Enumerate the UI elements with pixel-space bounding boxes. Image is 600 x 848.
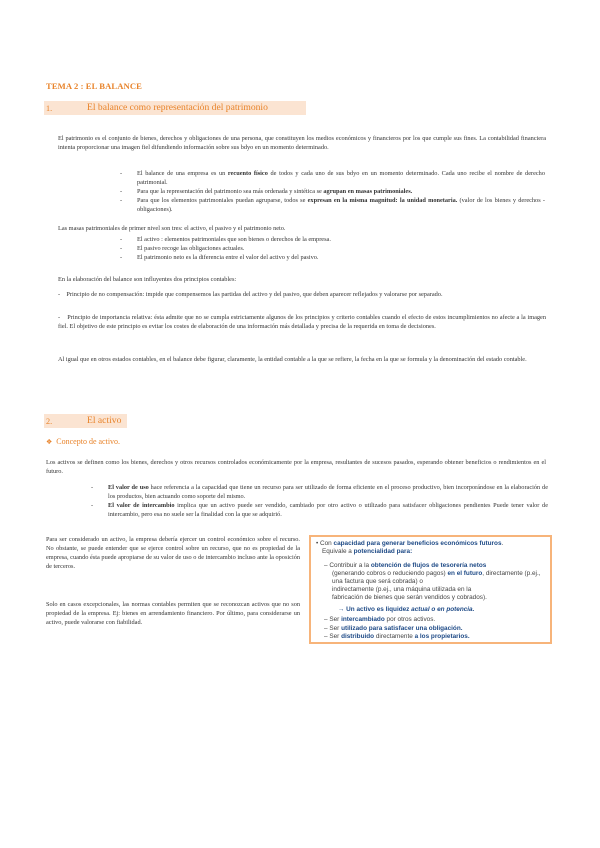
section-1-number: 1.: [46, 104, 53, 113]
bullet-text: de todos y cada uno de sus bdyo en un momento determinado. Cada uno recibe el nombre de derecho patrimonial.: [137, 170, 545, 186]
box-line-intercambiado: [324, 616, 435, 624]
dash-marker: -: [91, 502, 94, 509]
dash-marker: -: [120, 245, 123, 252]
s1-bullet-3: [137, 197, 545, 215]
document-title: TEMA 2 : EL BALANCE: [46, 81, 142, 91]
s2-intro-paragraph: Los activos se definen como los bienes, derechos y otros recursos controlados económicamente por la empresa, resultantes de sucesos pasados, esperando obtener beneficios o rendimientos en el futuro.: [46, 459, 546, 475]
bullet-bold: El valor de uso: [108, 484, 149, 491]
bullet-text: Para que la representación del patrimonio sea más ordenada y sintética se: [137, 188, 324, 195]
masa-patrimonio-neto: El patrimonio neto es la diferencia entre el valor del activo y del pasivo.: [137, 254, 319, 261]
s1-intro-paragraph: El patrimonio es el conjunto de bienes, derechos y obligaciones de una persona, que constituyen los medios económicos y financieros por los que cumple sus fines. La contabilidad financiera intenta proporcionar una imagen fiel difundiendo información sobre sus bdyo en un momento determinado.: [58, 135, 546, 151]
box-emph: potencialidad para:: [353, 548, 413, 555]
s2-excepciones-paragraph: Solo en casos excepcionales, las normas contables permiten que se reconozcan activos que no son propiedad de la empresa. Ej: bienes en arrendamiento financiero. Por último, para considerarse un activo, puede valorarse con fiabilidad.: [46, 601, 300, 626]
box-text: – Ser: [324, 625, 342, 632]
box-emph: en el futuro: [447, 570, 483, 577]
diamond-bullet-icon: ❖: [46, 438, 53, 446]
bullet-text: Para que los elementos patrimoniales puedan agruparse, todos se: [137, 197, 308, 204]
masa-pasivo: El pasivo recoge las obligaciones actuales.: [137, 245, 245, 252]
s1-bullet-2: [137, 188, 545, 197]
box-emph: → Un activo es: [338, 606, 386, 613]
box-emph: distribuido: [341, 633, 375, 640]
dash-marker: -: [120, 170, 123, 177]
bullet-text: hace referencia a la capacidad que tiene un recurso para ser utilizado de forma eficiente en el proceso productivo, bien incorporándose en la elaboración de los productos, bien actuando como soporte del mismo.: [108, 484, 548, 500]
dash-marker: -: [120, 188, 123, 195]
section-1-title: El balance como representación del patrimonio: [87, 102, 268, 113]
box-line-equivale: [322, 548, 412, 556]
activo-definition-box: [309, 535, 552, 644]
s2-subheading-text: Concepto de activo.: [56, 437, 121, 446]
box-text: por otros activos.: [384, 616, 436, 623]
box-text: Equivale a: [322, 548, 354, 555]
box-text: – Ser: [324, 633, 342, 640]
box-emph-italic: actual o en potencia.: [411, 606, 475, 613]
box-emph: intercambiado: [341, 616, 385, 623]
box-emph: liquidez: [385, 606, 412, 613]
s1-principios-intro: En la elaboración del balance son influyentes dos principios contables:: [58, 276, 237, 283]
s2-bullet-valor-de-intercambio: [108, 502, 548, 520]
box-emph: a los propietarios.: [414, 633, 470, 640]
bullet-text: El balance de una empresa es un: [137, 170, 228, 177]
box-line-generando: [332, 570, 542, 587]
masa-activo: El activo : elementos patrimoniales que son bienes o derechos de la empresa.: [137, 236, 331, 243]
box-text: , directamente (p.ej., una factura que será cobrada) o: [332, 570, 541, 586]
dash-marker: -: [120, 236, 123, 243]
dash-marker: -: [120, 254, 123, 261]
box-text: (generando cobros o reduciendo pagos): [332, 570, 448, 577]
box-line-distribuido: [324, 633, 470, 641]
box-line-fabricacion: fabricación de bienes que serán vendidos y cobrados).: [332, 594, 487, 601]
box-emph: obtención de flujos de tesorería netos: [370, 562, 487, 569]
box-emph: utilizado para satisfacer una obligación.: [341, 625, 463, 632]
s1-masas-intro: Las masas patrimoniales de primer nivel son tres: el activo, el pasivo y el patrimonio neto.: [58, 225, 286, 232]
box-text: directamente: [374, 633, 415, 640]
s2-subheading: [46, 437, 120, 446]
s2-control-paragraph: Para ser considerado un activo, la empresa debería ejercer un control económico sobre el recurso. No obstante, se puede entender que se ejerce control sobre un recurso, que no es propiedad de la empresa, cuando ésta puede apropiarse de su valor de uso o de intercambio incluso ante la oposición de terceros.: [46, 536, 300, 570]
box-text: .: [501, 540, 504, 547]
box-line-indirectamente: indirectamente (p.ej., una máquina utilizada en la: [332, 586, 472, 593]
s1-principio-2: - Principio de importancia relativa: ésta admite que no se cumpla estrictamente algunos de los principios y criterio contables cuando el efecto de estos incumplimientos no afecte a la imagen fiel. El objetivo de este principio es evitar los costes de elaboración de una información más detallada y precisa de la requerida en toma de decisiones.: [58, 314, 546, 330]
box-text: • Con: [316, 540, 334, 547]
section-2-number: 2.: [46, 417, 53, 426]
bullet-bold: expresan en la misma magnitud: la unidad monetaria.: [307, 197, 458, 204]
bullet-text: (valor de los bienes y derechos - obligaciones).: [137, 197, 545, 213]
s2-bullet-valor-de-uso: [108, 484, 548, 502]
s1-closing-paragraph: Al igual que en otros estados contables, en el balance debe figurar, claramente, la entidad contable a la que se refiere, la fecha en la que se formula y la denominación del estado contable.: [58, 356, 527, 363]
dash-marker: -: [120, 197, 123, 204]
bullet-bold: agrupan en masas patrimoniales.: [323, 188, 413, 195]
s1-principio-1: - Principio de no compensación: impide que compensemos las partidas del activo y del pasivo, que deben aparecer reflejados y valorarse por separado.: [58, 291, 443, 298]
dash-marker: -: [91, 484, 94, 491]
principio-text: Principio de no compensación: impide que compensemos las partidas del activo y del pasivo, que deben aparecer reflejados y valorarse por separado.: [66, 291, 443, 298]
box-line-liquidez: [338, 606, 474, 614]
principio-text: Principio de importancia relativa: ésta admite que no se cumpla estrictamente algunos de los principios y criterio contables cuando el efecto de estos incumplimientos no afecte a la imagen fiel. El objetivo de este principio es evitar los costes de elaboración de una información más detallada y precisa de la requerida en toma de decisiones.: [58, 314, 546, 330]
bullet-bold: recuento físico: [227, 170, 268, 177]
bullet-text: implica que un activo puede ser vendido, cambiado por otro activo o utilizado para satisfacer obligaciones pendientes Puede tener valor de intercambio, pero esa no suele ser la finalidad con la que se adquirió.: [108, 502, 548, 518]
s1-bullet-1: [137, 170, 545, 188]
box-emph: capacidad para generar beneficios económicos futuros: [333, 540, 502, 547]
box-text: – Contribuir a la: [324, 562, 371, 569]
bullet-bold: El valor de intercambio: [108, 502, 175, 509]
box-text: – Ser: [324, 616, 342, 623]
section-2-title: El activo: [87, 415, 122, 426]
